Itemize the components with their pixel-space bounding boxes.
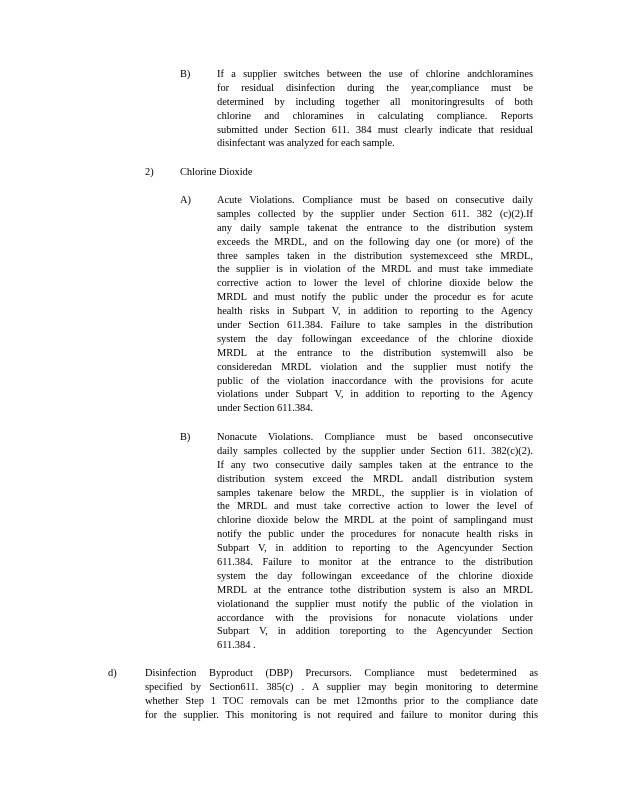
text-line: notify the public under the procedures for nonacute health risks in <box>217 529 533 541</box>
text-line: daily samples collected by the supplier under Section 611. 382(c)(2). <box>217 445 533 457</box>
text-line: Subpart V, in addition to reporting to the Agencyunder Section <box>217 543 533 555</box>
text-line: distribution system exceed the MRDL andall distribution system <box>217 473 533 485</box>
text-line: Subpart V, in addition toreporting to the Agencyunder Section <box>217 626 533 638</box>
text-line: Nonacute Violations. Compliance must be based onconsecutive <box>217 432 533 443</box>
text-line: chlorine and chloramines in calculating compliance. Reports <box>217 110 533 122</box>
para-d-text <box>145 667 538 723</box>
text-line: Acute Violations. Compliance must be based on consecutive daily <box>217 195 533 206</box>
text-line: specified by Section611. 385(c) . A supplier may begin monitoring to determine <box>145 681 538 693</box>
para-b2-marker: B) <box>180 432 191 443</box>
para-d-marker: d) <box>108 668 117 679</box>
text-line: under Section 611.384. Failure to take samples in the distribution <box>217 320 533 332</box>
text-line: violationand the supplier must notify the public of the violation in <box>217 598 533 610</box>
text-line: chlorine dioxide below the MRDL at the point of samplingand must <box>217 515 533 527</box>
text-line: for the supplier. This monitoring is not required and failure to monitor during this <box>145 709 538 721</box>
text-line: health risks in Subpart V, in addition to reporting to the Agency <box>217 306 533 318</box>
text-line: determined by including together all monitoringresults of both <box>217 96 533 108</box>
text-line: system the day followingan exceedance of the chlorine dioxide <box>217 333 533 345</box>
text-line: the MRDL and must take corrective action to lower the level of <box>217 501 533 513</box>
para-a2-text <box>217 194 533 416</box>
text-line: MRDL at the entrance tothe distribution system is also an MRDL <box>217 584 533 596</box>
text-line: any daily sample takenat the entrance to the distribution system <box>217 222 533 234</box>
para-b1-text <box>217 68 533 151</box>
text-line: system the day followingan exceedance of the chlorine dioxide <box>217 570 533 582</box>
text-line: If any two consecutive daily samples taken at the entrance to the <box>217 459 533 471</box>
text-line: accordance with the provisions for nonacute violations under <box>217 612 533 624</box>
text-line: samples collected by the supplier under Section 611. 382 (c)(2).If <box>217 208 533 220</box>
text-line: exceeds the MRDL, and on the following day one (or more) of the <box>217 236 533 248</box>
text-line: for residual disinfection during the year,compliance must be <box>217 82 533 94</box>
text-line: 611.384 . <box>217 640 256 652</box>
text-line: submitted under Section 611. 384 must clearly indicate that residual <box>217 124 533 136</box>
para-b2-text <box>217 431 533 653</box>
text-line: MRDL and must notify the public under the procedur es for acute <box>217 292 533 304</box>
text-line: MRDL at the entrance to the distribution systemwill also be <box>217 347 533 359</box>
text-line: corrective action to lower the level of chlorine dioxide below the <box>217 278 533 290</box>
text-line: the supplier is in violation of the MRDL and must take immediate <box>217 264 533 276</box>
text-line: three samples taken in the distribution systemexceed sthe MRDL, <box>217 250 533 262</box>
text-line: violations under Subpart V, in addition to reporting to the Agency <box>217 389 533 401</box>
text-line: If a supplier switches between the use of chlorine andchloramines <box>217 69 533 80</box>
section-2-marker: 2) <box>145 167 154 178</box>
text-line: samples takenare below the MRDL, the supplier is in violation of <box>217 487 533 499</box>
para-a2-marker: A) <box>180 195 191 206</box>
text-line: public of the violation inaccordance with the provisions for acute <box>217 375 533 387</box>
text-line: consideredan MRDL violation and the supplier must notify the <box>217 361 533 373</box>
section-2-title: Chlorine Dioxide <box>180 167 253 178</box>
text-line: disinfectant was analyzed for each sample. <box>217 138 395 150</box>
text-line: Disinfection Byproduct (DBP) Precursors. Compliance must bedetermined as <box>145 668 538 679</box>
text-line: whether Step 1 TOC removals can be met 12months prior to the compliance date <box>145 695 538 707</box>
text-line: 611.384. Failure to monitor at the entrance to the distribution <box>217 557 533 569</box>
text-line: under Section 611.384. <box>217 403 314 415</box>
para-b1-marker: B) <box>180 69 191 80</box>
